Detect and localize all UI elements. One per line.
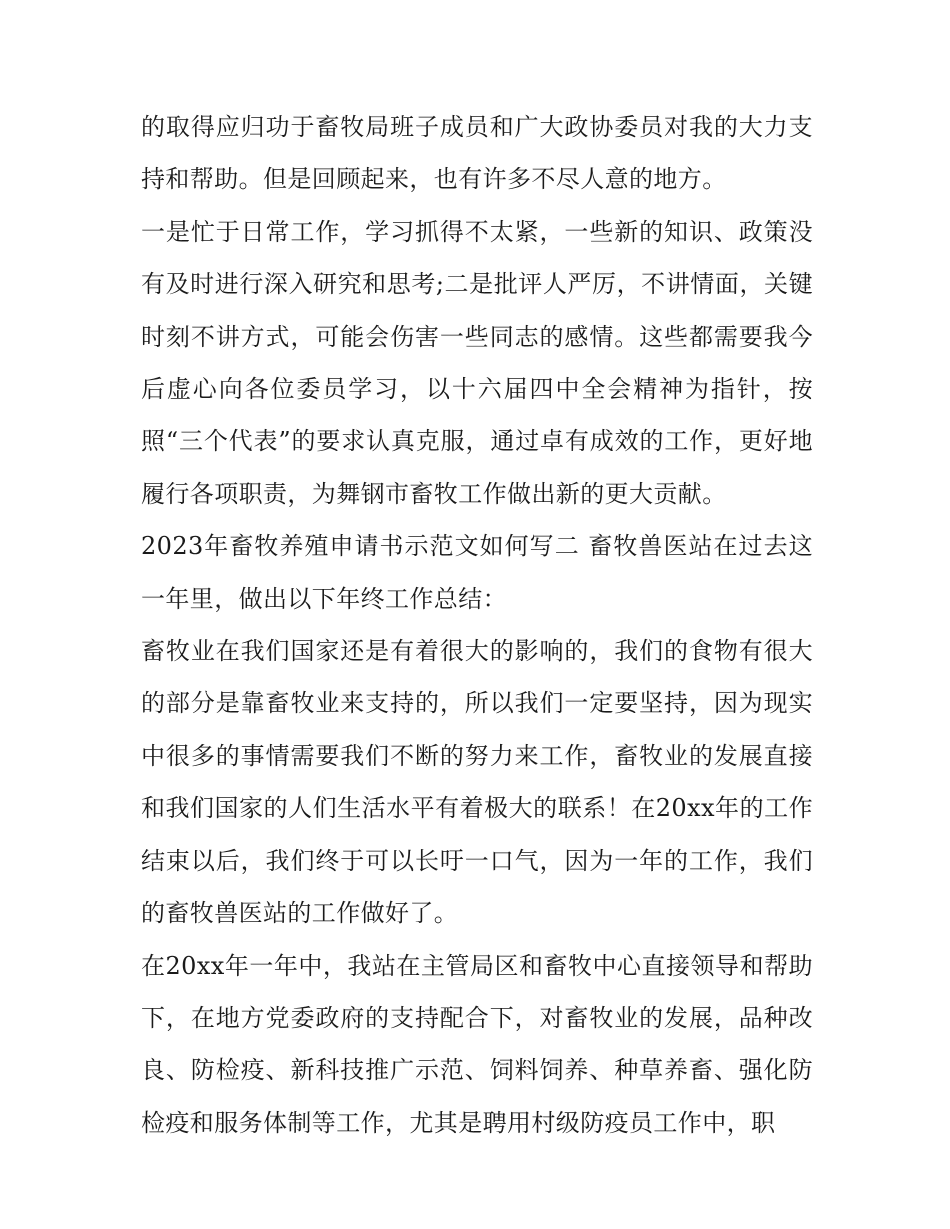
paragraph-section-heading: 2023年畜牧养殖申请书示范文如何写二 畜牧兽医站在过去这一年里，做出以下年终工作总结： (141, 532, 813, 613)
document-body (141, 101, 813, 1149)
paragraph-acknowledgement: 的取得应归功于畜牧局班子成员和广大政协委员对我的大力支持和帮助。但是回顾起来，也有许多不尽人意的地方。 (141, 113, 813, 194)
paragraph-industry-importance: 畜牧业在我们国家还是有着很大的影响的，我们的食物有很大的部分是靠畜牧业来支持的，所以我们一定要坚持，因为现实中很多的事情需要我们不断的努力来工作，畜牧业的发展直接和我们国家的人们生活水平有着极大的联系！在20xx年的工作结束以后，我们终于可以长吁一口气，因为一年的工作，我们的畜牧兽医站的工作做好了。 (141, 637, 813, 928)
paragraph-yearly-work: 在20xx年一年中，我站在主管局区和畜牧中心直接领导和帮助下，在地方党委政府的支持配合下，对畜牧业的发展，品种改良、防检疫、新科技推广示范、饲料饲养、种草养畜、强化防检疫和服务体制等工作，尤其是聘用村级防疫员工作中，职 (141, 951, 813, 1137)
paragraph-shortcomings: 一是忙于日常工作，学习抓得不太紧，一些新的知识、政策没有及时进行深入研究和思考;二是批评人严厉，不讲情面，关键时刻不讲方式，可能会伤害一些同志的感情。这些都需要我今后虚心向各位委员学习，以十六届四中全会精神为指针，按照“三个代表”的要求认真克服，通过卓有成效的工作，更好地履行各项职责，为舞钢市畜牧工作做出新的更大贡献。 (141, 217, 813, 508)
